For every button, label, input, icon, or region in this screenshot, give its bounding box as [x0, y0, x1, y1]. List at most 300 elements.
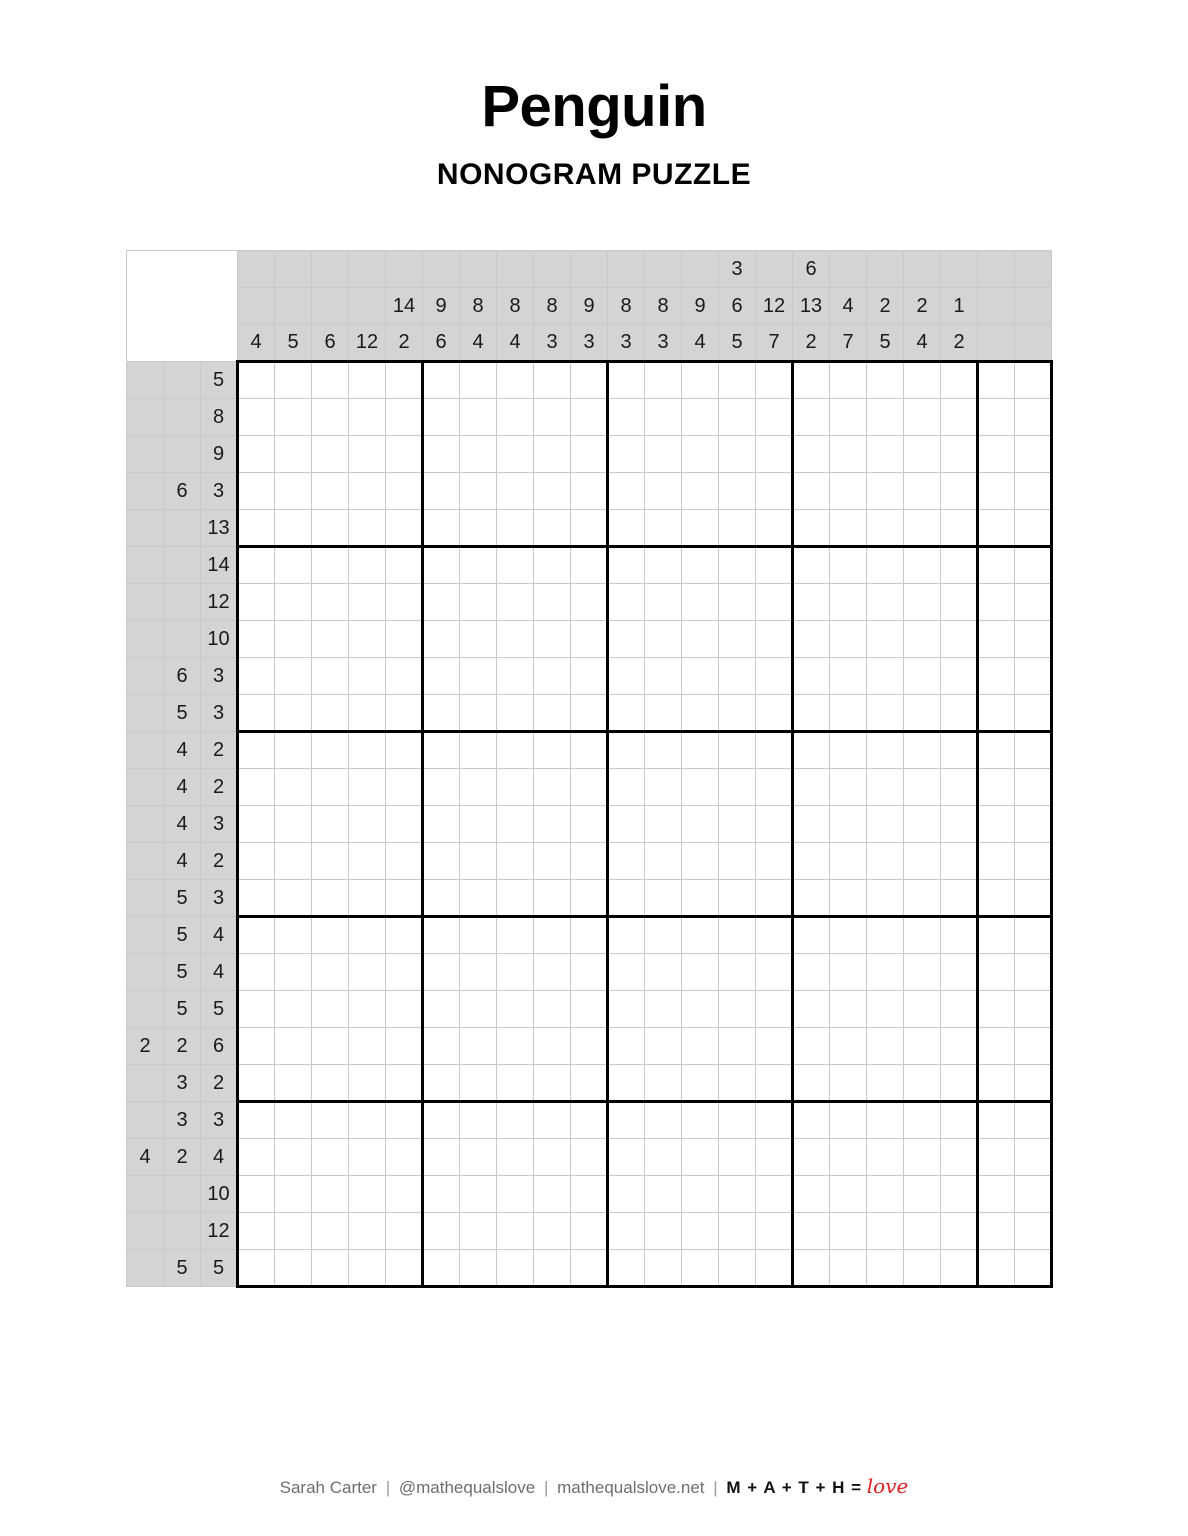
- puzzle-cell[interactable]: [941, 658, 978, 695]
- puzzle-cell[interactable]: [571, 399, 608, 436]
- puzzle-cell[interactable]: [867, 1065, 904, 1102]
- puzzle-cell[interactable]: [534, 695, 571, 732]
- puzzle-cell[interactable]: [275, 510, 312, 547]
- puzzle-cell[interactable]: [645, 1102, 682, 1139]
- puzzle-cell[interactable]: [275, 769, 312, 806]
- puzzle-cell[interactable]: [830, 362, 867, 399]
- puzzle-cell[interactable]: [682, 991, 719, 1028]
- puzzle-cell[interactable]: [682, 658, 719, 695]
- puzzle-cell[interactable]: [460, 621, 497, 658]
- puzzle-cell[interactable]: [756, 695, 793, 732]
- puzzle-cell[interactable]: [275, 1250, 312, 1287]
- puzzle-cell[interactable]: [608, 880, 645, 917]
- puzzle-cell[interactable]: [275, 1176, 312, 1213]
- puzzle-cell[interactable]: [275, 1065, 312, 1102]
- puzzle-cell[interactable]: [941, 584, 978, 621]
- puzzle-cell[interactable]: [1015, 843, 1052, 880]
- puzzle-cell[interactable]: [571, 917, 608, 954]
- puzzle-cell[interactable]: [423, 399, 460, 436]
- puzzle-cell[interactable]: [608, 1028, 645, 1065]
- puzzle-cell[interactable]: [386, 399, 423, 436]
- puzzle-cell[interactable]: [460, 510, 497, 547]
- puzzle-cell[interactable]: [756, 732, 793, 769]
- puzzle-cell[interactable]: [645, 1028, 682, 1065]
- puzzle-cell[interactable]: [719, 436, 756, 473]
- puzzle-cell[interactable]: [608, 1102, 645, 1139]
- puzzle-cell[interactable]: [719, 880, 756, 917]
- puzzle-cell[interactable]: [904, 473, 941, 510]
- puzzle-cell[interactable]: [608, 436, 645, 473]
- puzzle-cell[interactable]: [460, 843, 497, 880]
- puzzle-cell[interactable]: [571, 880, 608, 917]
- puzzle-cell[interactable]: [238, 473, 275, 510]
- puzzle-cell[interactable]: [941, 1065, 978, 1102]
- puzzle-cell[interactable]: [941, 362, 978, 399]
- puzzle-cell[interactable]: [719, 1139, 756, 1176]
- puzzle-cell[interactable]: [386, 1102, 423, 1139]
- puzzle-cell[interactable]: [349, 547, 386, 584]
- puzzle-cell[interactable]: [978, 880, 1015, 917]
- puzzle-cell[interactable]: [275, 547, 312, 584]
- puzzle-cell[interactable]: [830, 547, 867, 584]
- puzzle-cell[interactable]: [830, 917, 867, 954]
- puzzle-cell[interactable]: [756, 621, 793, 658]
- puzzle-cell[interactable]: [238, 1176, 275, 1213]
- puzzle-cell[interactable]: [682, 732, 719, 769]
- puzzle-cell[interactable]: [386, 658, 423, 695]
- puzzle-cell[interactable]: [423, 1213, 460, 1250]
- puzzle-cell[interactable]: [423, 1250, 460, 1287]
- puzzle-cell[interactable]: [756, 658, 793, 695]
- puzzle-cell[interactable]: [719, 732, 756, 769]
- puzzle-cell[interactable]: [830, 1065, 867, 1102]
- puzzle-cell[interactable]: [460, 880, 497, 917]
- puzzle-cell[interactable]: [386, 436, 423, 473]
- puzzle-cell[interactable]: [793, 1139, 830, 1176]
- puzzle-cell[interactable]: [978, 473, 1015, 510]
- puzzle-cell[interactable]: [978, 732, 1015, 769]
- puzzle-cell[interactable]: [460, 362, 497, 399]
- puzzle-cell[interactable]: [645, 362, 682, 399]
- puzzle-cell[interactable]: [312, 547, 349, 584]
- puzzle-cell[interactable]: [978, 621, 1015, 658]
- puzzle-cell[interactable]: [756, 399, 793, 436]
- puzzle-cell[interactable]: [386, 1213, 423, 1250]
- puzzle-cell[interactable]: [534, 1250, 571, 1287]
- puzzle-cell[interactable]: [275, 1139, 312, 1176]
- puzzle-cell[interactable]: [238, 917, 275, 954]
- puzzle-cell[interactable]: [978, 695, 1015, 732]
- puzzle-cell[interactable]: [719, 399, 756, 436]
- puzzle-cell[interactable]: [941, 1176, 978, 1213]
- puzzle-cell[interactable]: [608, 621, 645, 658]
- puzzle-cell[interactable]: [682, 399, 719, 436]
- puzzle-cell[interactable]: [608, 769, 645, 806]
- puzzle-cell[interactable]: [793, 1102, 830, 1139]
- puzzle-cell[interactable]: [682, 954, 719, 991]
- puzzle-cell[interactable]: [756, 917, 793, 954]
- puzzle-cell[interactable]: [497, 399, 534, 436]
- puzzle-cell[interactable]: [386, 991, 423, 1028]
- puzzle-cell[interactable]: [1015, 658, 1052, 695]
- puzzle-cell[interactable]: [312, 1028, 349, 1065]
- puzzle-cell[interactable]: [460, 806, 497, 843]
- puzzle-cell[interactable]: [534, 1028, 571, 1065]
- puzzle-cell[interactable]: [793, 806, 830, 843]
- puzzle-cell[interactable]: [904, 917, 941, 954]
- puzzle-cell[interactable]: [386, 1028, 423, 1065]
- puzzle-cell[interactable]: [386, 1139, 423, 1176]
- puzzle-cell[interactable]: [719, 510, 756, 547]
- puzzle-cell[interactable]: [349, 1028, 386, 1065]
- puzzle-cell[interactable]: [793, 584, 830, 621]
- puzzle-cell[interactable]: [793, 1213, 830, 1250]
- puzzle-cell[interactable]: [719, 547, 756, 584]
- puzzle-cell[interactable]: [608, 991, 645, 1028]
- puzzle-cell[interactable]: [460, 769, 497, 806]
- puzzle-cell[interactable]: [608, 362, 645, 399]
- puzzle-cell[interactable]: [645, 584, 682, 621]
- puzzle-cell[interactable]: [904, 695, 941, 732]
- puzzle-cell[interactable]: [497, 991, 534, 1028]
- puzzle-cell[interactable]: [941, 436, 978, 473]
- puzzle-cell[interactable]: [423, 362, 460, 399]
- puzzle-cell[interactable]: [497, 954, 534, 991]
- puzzle-cell[interactable]: [1015, 399, 1052, 436]
- puzzle-cell[interactable]: [571, 991, 608, 1028]
- puzzle-cell[interactable]: [608, 1065, 645, 1102]
- puzzle-cell[interactable]: [534, 843, 571, 880]
- puzzle-cell[interactable]: [1015, 1176, 1052, 1213]
- puzzle-cell[interactable]: [830, 954, 867, 991]
- puzzle-cell[interactable]: [497, 1102, 534, 1139]
- puzzle-cell[interactable]: [571, 1250, 608, 1287]
- puzzle-cell[interactable]: [386, 843, 423, 880]
- puzzle-cell[interactable]: [867, 399, 904, 436]
- puzzle-cell[interactable]: [645, 732, 682, 769]
- puzzle-cell[interactable]: [386, 1250, 423, 1287]
- puzzle-cell[interactable]: [719, 695, 756, 732]
- puzzle-cell[interactable]: [497, 1176, 534, 1213]
- puzzle-cell[interactable]: [867, 436, 904, 473]
- puzzle-cell[interactable]: [534, 1102, 571, 1139]
- puzzle-cell[interactable]: [645, 547, 682, 584]
- puzzle-cell[interactable]: [608, 547, 645, 584]
- puzzle-cell[interactable]: [534, 991, 571, 1028]
- puzzle-cell[interactable]: [238, 362, 275, 399]
- puzzle-cell[interactable]: [830, 658, 867, 695]
- puzzle-cell[interactable]: [645, 917, 682, 954]
- puzzle-cell[interactable]: [386, 547, 423, 584]
- puzzle-cell[interactable]: [349, 843, 386, 880]
- puzzle-cell[interactable]: [867, 1102, 904, 1139]
- puzzle-cell[interactable]: [645, 621, 682, 658]
- puzzle-cell[interactable]: [1015, 991, 1052, 1028]
- puzzle-cell[interactable]: [1015, 695, 1052, 732]
- puzzle-cell[interactable]: [682, 1213, 719, 1250]
- puzzle-cell[interactable]: [682, 621, 719, 658]
- puzzle-cell[interactable]: [867, 547, 904, 584]
- puzzle-cell[interactable]: [534, 732, 571, 769]
- puzzle-cell[interactable]: [571, 510, 608, 547]
- puzzle-cell[interactable]: [793, 843, 830, 880]
- puzzle-cell[interactable]: [497, 1213, 534, 1250]
- puzzle-cell[interactable]: [867, 1176, 904, 1213]
- puzzle-cell[interactable]: [978, 658, 1015, 695]
- puzzle-cell[interactable]: [904, 1065, 941, 1102]
- puzzle-cell[interactable]: [534, 473, 571, 510]
- puzzle-cell[interactable]: [312, 584, 349, 621]
- puzzle-cell[interactable]: [386, 769, 423, 806]
- puzzle-cell[interactable]: [830, 399, 867, 436]
- puzzle-cell[interactable]: [423, 473, 460, 510]
- puzzle-cell[interactable]: [941, 473, 978, 510]
- puzzle-cell[interactable]: [867, 1139, 904, 1176]
- puzzle-cell[interactable]: [238, 658, 275, 695]
- puzzle-cell[interactable]: [904, 769, 941, 806]
- puzzle-cell[interactable]: [756, 473, 793, 510]
- puzzle-cell[interactable]: [423, 954, 460, 991]
- puzzle-cell[interactable]: [867, 473, 904, 510]
- puzzle-cell[interactable]: [238, 769, 275, 806]
- puzzle-cell[interactable]: [941, 806, 978, 843]
- puzzle-cell[interactable]: [386, 362, 423, 399]
- puzzle-cell[interactable]: [682, 547, 719, 584]
- puzzle-cell[interactable]: [312, 1213, 349, 1250]
- puzzle-cell[interactable]: [867, 806, 904, 843]
- puzzle-cell[interactable]: [423, 584, 460, 621]
- puzzle-cell[interactable]: [645, 1213, 682, 1250]
- puzzle-cell[interactable]: [978, 584, 1015, 621]
- puzzle-cell[interactable]: [793, 991, 830, 1028]
- puzzle-cell[interactable]: [460, 1139, 497, 1176]
- puzzle-cell[interactable]: [645, 473, 682, 510]
- puzzle-cell[interactable]: [534, 769, 571, 806]
- puzzle-cell[interactable]: [275, 584, 312, 621]
- puzzle-cell[interactable]: [645, 1065, 682, 1102]
- puzzle-cell[interactable]: [460, 991, 497, 1028]
- puzzle-cell[interactable]: [571, 621, 608, 658]
- puzzle-cell[interactable]: [682, 584, 719, 621]
- puzzle-cell[interactable]: [497, 1139, 534, 1176]
- puzzle-cell[interactable]: [941, 1250, 978, 1287]
- puzzle-cell[interactable]: [497, 917, 534, 954]
- puzzle-cell[interactable]: [349, 1213, 386, 1250]
- puzzle-cell[interactable]: [904, 1213, 941, 1250]
- puzzle-cell[interactable]: [275, 399, 312, 436]
- puzzle-cell[interactable]: [312, 954, 349, 991]
- puzzle-cell[interactable]: [904, 843, 941, 880]
- puzzle-cell[interactable]: [571, 658, 608, 695]
- puzzle-cell[interactable]: [571, 362, 608, 399]
- puzzle-cell[interactable]: [830, 769, 867, 806]
- puzzle-cell[interactable]: [423, 436, 460, 473]
- puzzle-cell[interactable]: [534, 658, 571, 695]
- puzzle-cell[interactable]: [349, 880, 386, 917]
- puzzle-cell[interactable]: [867, 769, 904, 806]
- puzzle-cell[interactable]: [1015, 806, 1052, 843]
- puzzle-cell[interactable]: [867, 1250, 904, 1287]
- puzzle-cell[interactable]: [460, 658, 497, 695]
- puzzle-cell[interactable]: [904, 954, 941, 991]
- puzzle-cell[interactable]: [1015, 1213, 1052, 1250]
- puzzle-cell[interactable]: [238, 991, 275, 1028]
- puzzle-cell[interactable]: [756, 769, 793, 806]
- puzzle-cell[interactable]: [682, 510, 719, 547]
- puzzle-cell[interactable]: [238, 806, 275, 843]
- puzzle-cell[interactable]: [238, 1139, 275, 1176]
- puzzle-cell[interactable]: [904, 399, 941, 436]
- puzzle-cell[interactable]: [312, 1065, 349, 1102]
- puzzle-cell[interactable]: [571, 1139, 608, 1176]
- puzzle-cell[interactable]: [830, 1213, 867, 1250]
- puzzle-cell[interactable]: [571, 1213, 608, 1250]
- puzzle-cell[interactable]: [275, 658, 312, 695]
- puzzle-cell[interactable]: [867, 732, 904, 769]
- puzzle-cell[interactable]: [978, 1102, 1015, 1139]
- puzzle-cell[interactable]: [1015, 1139, 1052, 1176]
- puzzle-cell[interactable]: [793, 880, 830, 917]
- puzzle-cell[interactable]: [682, 695, 719, 732]
- puzzle-cell[interactable]: [571, 547, 608, 584]
- puzzle-cell[interactable]: [941, 732, 978, 769]
- puzzle-cell[interactable]: [645, 1250, 682, 1287]
- puzzle-cell[interactable]: [460, 1176, 497, 1213]
- puzzle-cell[interactable]: [349, 1250, 386, 1287]
- puzzle-cell[interactable]: [386, 806, 423, 843]
- puzzle-cell[interactable]: [645, 436, 682, 473]
- puzzle-cell[interactable]: [978, 1065, 1015, 1102]
- puzzle-cell[interactable]: [238, 1065, 275, 1102]
- puzzle-cell[interactable]: [497, 732, 534, 769]
- puzzle-cell[interactable]: [238, 732, 275, 769]
- puzzle-cell[interactable]: [423, 658, 460, 695]
- puzzle-cell[interactable]: [941, 621, 978, 658]
- puzzle-cell[interactable]: [497, 1065, 534, 1102]
- puzzle-cell[interactable]: [312, 1102, 349, 1139]
- puzzle-cell[interactable]: [682, 473, 719, 510]
- puzzle-cell[interactable]: [978, 547, 1015, 584]
- puzzle-cell[interactable]: [608, 584, 645, 621]
- puzzle-cell[interactable]: [793, 769, 830, 806]
- puzzle-cell[interactable]: [275, 362, 312, 399]
- puzzle-cell[interactable]: [793, 658, 830, 695]
- puzzle-cell[interactable]: [423, 991, 460, 1028]
- puzzle-cell[interactable]: [534, 436, 571, 473]
- puzzle-cell[interactable]: [423, 1065, 460, 1102]
- puzzle-cell[interactable]: [756, 510, 793, 547]
- puzzle-cell[interactable]: [830, 584, 867, 621]
- puzzle-cell[interactable]: [571, 1065, 608, 1102]
- puzzle-cell[interactable]: [756, 1065, 793, 1102]
- puzzle-cell[interactable]: [830, 991, 867, 1028]
- puzzle-cell[interactable]: [608, 1139, 645, 1176]
- puzzle-cell[interactable]: [645, 880, 682, 917]
- puzzle-cell[interactable]: [275, 991, 312, 1028]
- puzzle-cell[interactable]: [349, 732, 386, 769]
- puzzle-cell[interactable]: [867, 880, 904, 917]
- puzzle-cell[interactable]: [312, 843, 349, 880]
- puzzle-cell[interactable]: [1015, 1028, 1052, 1065]
- puzzle-cell[interactable]: [904, 584, 941, 621]
- puzzle-cell[interactable]: [349, 806, 386, 843]
- puzzle-cell[interactable]: [682, 880, 719, 917]
- puzzle-cell[interactable]: [867, 621, 904, 658]
- puzzle-cell[interactable]: [608, 954, 645, 991]
- puzzle-cell[interactable]: [904, 1139, 941, 1176]
- puzzle-cell[interactable]: [904, 1028, 941, 1065]
- puzzle-cell[interactable]: [1015, 584, 1052, 621]
- puzzle-cell[interactable]: [349, 1139, 386, 1176]
- puzzle-cell[interactable]: [793, 436, 830, 473]
- puzzle-cell[interactable]: [719, 1176, 756, 1213]
- puzzle-cell[interactable]: [904, 880, 941, 917]
- puzzle-cell[interactable]: [534, 621, 571, 658]
- puzzle-cell[interactable]: [682, 1176, 719, 1213]
- puzzle-cell[interactable]: [423, 1028, 460, 1065]
- puzzle-cell[interactable]: [275, 1213, 312, 1250]
- puzzle-cell[interactable]: [275, 1102, 312, 1139]
- puzzle-cell[interactable]: [349, 362, 386, 399]
- puzzle-cell[interactable]: [312, 695, 349, 732]
- puzzle-cell[interactable]: [571, 436, 608, 473]
- puzzle-cell[interactable]: [1015, 1065, 1052, 1102]
- puzzle-cell[interactable]: [386, 1065, 423, 1102]
- puzzle-cell[interactable]: [534, 954, 571, 991]
- puzzle-cell[interactable]: [867, 695, 904, 732]
- puzzle-cell[interactable]: [275, 621, 312, 658]
- puzzle-cell[interactable]: [719, 1102, 756, 1139]
- puzzle-cell[interactable]: [571, 695, 608, 732]
- puzzle-cell[interactable]: [275, 806, 312, 843]
- puzzle-cell[interactable]: [941, 954, 978, 991]
- puzzle-cell[interactable]: [645, 399, 682, 436]
- puzzle-cell[interactable]: [830, 510, 867, 547]
- puzzle-cell[interactable]: [1015, 621, 1052, 658]
- puzzle-cell[interactable]: [1015, 547, 1052, 584]
- puzzle-cell[interactable]: [719, 954, 756, 991]
- puzzle-cell[interactable]: [238, 621, 275, 658]
- puzzle-cell[interactable]: [793, 362, 830, 399]
- puzzle-cell[interactable]: [275, 954, 312, 991]
- puzzle-cell[interactable]: [941, 1028, 978, 1065]
- puzzle-cell[interactable]: [793, 1250, 830, 1287]
- puzzle-cell[interactable]: [608, 732, 645, 769]
- puzzle-cell[interactable]: [756, 1176, 793, 1213]
- puzzle-cell[interactable]: [238, 436, 275, 473]
- puzzle-cell[interactable]: [830, 732, 867, 769]
- puzzle-cell[interactable]: [238, 547, 275, 584]
- puzzle-cell[interactable]: [349, 954, 386, 991]
- puzzle-cell[interactable]: [423, 843, 460, 880]
- puzzle-cell[interactable]: [423, 1102, 460, 1139]
- puzzle-cell[interactable]: [793, 621, 830, 658]
- puzzle-cell[interactable]: [719, 473, 756, 510]
- puzzle-cell[interactable]: [460, 695, 497, 732]
- puzzle-cell[interactable]: [793, 473, 830, 510]
- puzzle-cell[interactable]: [608, 806, 645, 843]
- puzzle-cell[interactable]: [238, 584, 275, 621]
- puzzle-cell[interactable]: [719, 1250, 756, 1287]
- puzzle-cell[interactable]: [941, 917, 978, 954]
- puzzle-cell[interactable]: [978, 769, 1015, 806]
- puzzle-cell[interactable]: [941, 769, 978, 806]
- puzzle-cell[interactable]: [534, 584, 571, 621]
- puzzle-cell[interactable]: [941, 510, 978, 547]
- puzzle-cell[interactable]: [756, 584, 793, 621]
- puzzle-cell[interactable]: [460, 1028, 497, 1065]
- puzzle-cell[interactable]: [423, 510, 460, 547]
